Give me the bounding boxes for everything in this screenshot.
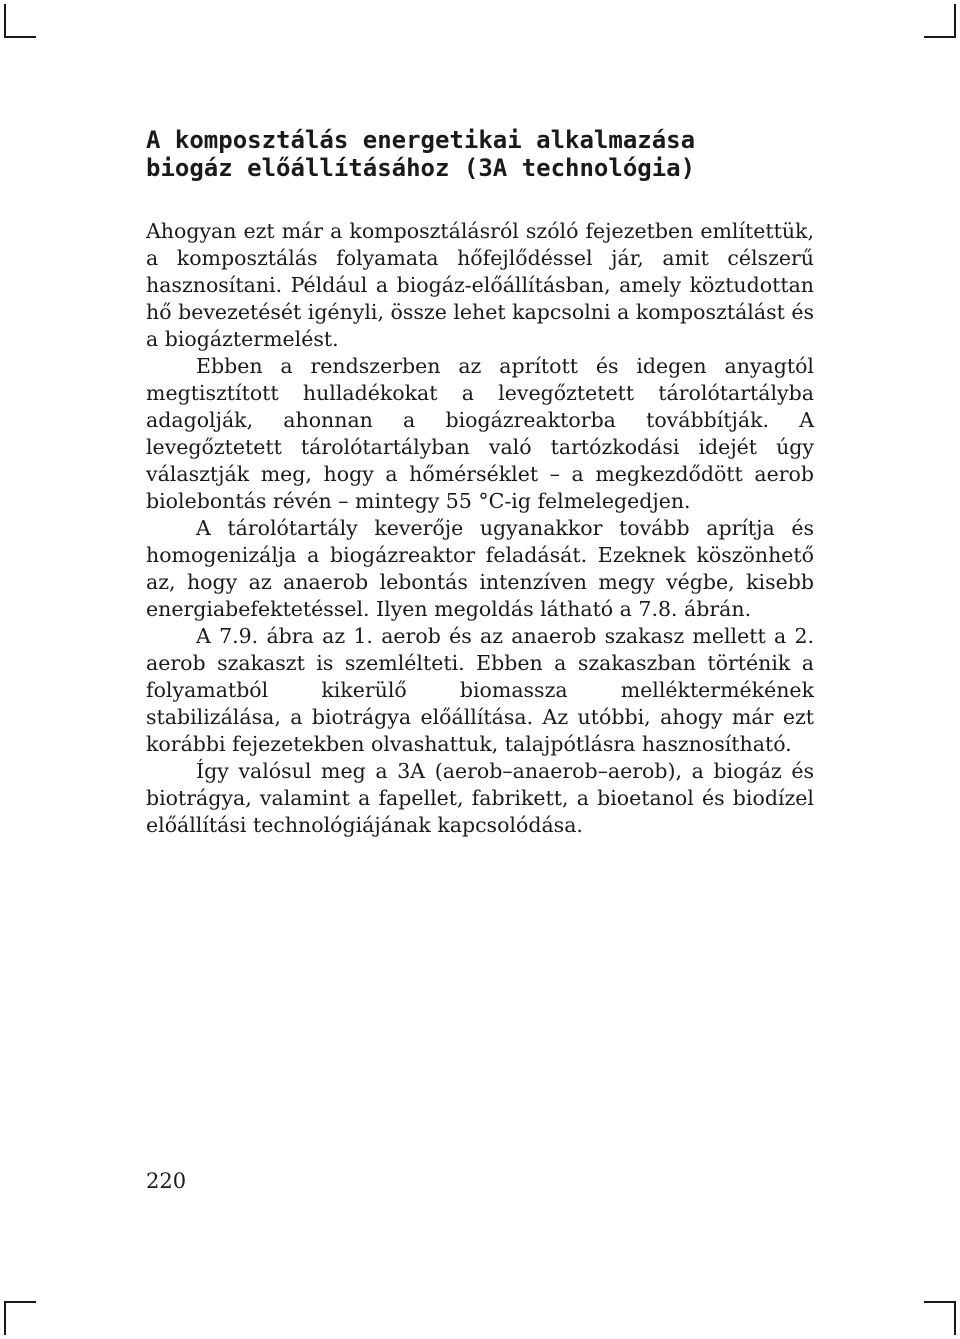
section-title [146, 126, 814, 182]
page-number: 220 [146, 1169, 187, 1193]
section-title-line-2: biogáz előállításához (3A technológia) [146, 154, 696, 182]
crop-mark-bottom-right [924, 1301, 956, 1335]
paragraph-mixer: A tárolótartály keverője ugyanakkor tovább aprítja és homogenizálja a biogázreaktor feladását. Ezeknek köszönhető az, hogy az anaerob lebontás intenzíven megy végbe, kisebb energiabefektetéssel. Ilyen megoldás látható a 7.8. ábrán. [146, 516, 814, 621]
paragraph-intro: Ahogyan ezt már a komposztálásról szóló fejezetben említettük, a komposztálás folyamata hőfejlődéssel jár, amit célszerű hasznosítani. Például a biogáz-előállításban, amely köztudottan hő bevezetését igényli, össze lehet kapcsolni a komposztálást és a biogáztermelést. [146, 219, 814, 351]
crop-mark-top-left [4, 4, 36, 38]
section-title-line-1: A komposztálás energetikai alkalmazása [146, 126, 696, 154]
crop-mark-top-right [924, 4, 956, 38]
crop-mark-bottom-left [4, 1301, 36, 1335]
page-content [146, 126, 814, 839]
paragraph-figure-7-9: A 7.9. ábra az 1. aerob és az anaerob szakasz mellett a 2. aerob szakaszt is szemlélteti. Ebben a szakaszban történik a folyamatból kikerülő biomassza melléktermékének stabilizálása, a biotrágya előállítása. Az utóbbi, ahogy már ezt korábbi fejezetekben olvashattuk, talajpótlásra hasznosítható. [146, 624, 814, 756]
paragraph-system: Ebben a rendszerben az aprított és idegen anyagtól megtisztított hulladékokat a levegőztetett tárolótartályba adagolják, ahonnan a biogázreaktorba továbbítják. A levegőztetett tárolótartályban való tartózkodási idejét úgy választják meg, hogy a hőmérséklet – a megkezdődött aerob biolebontás révén – mintegy 55 °C-ig felmelegedjen. [146, 354, 814, 513]
paragraph-3a-summary: Így valósul meg a 3A (aerob–anaerob–aerob), a biogáz és biotrágya, valamint a fapellet, fabrikett, a bioetanol és biodízel előállítási technológiájának kapcsolódása. [146, 759, 814, 837]
